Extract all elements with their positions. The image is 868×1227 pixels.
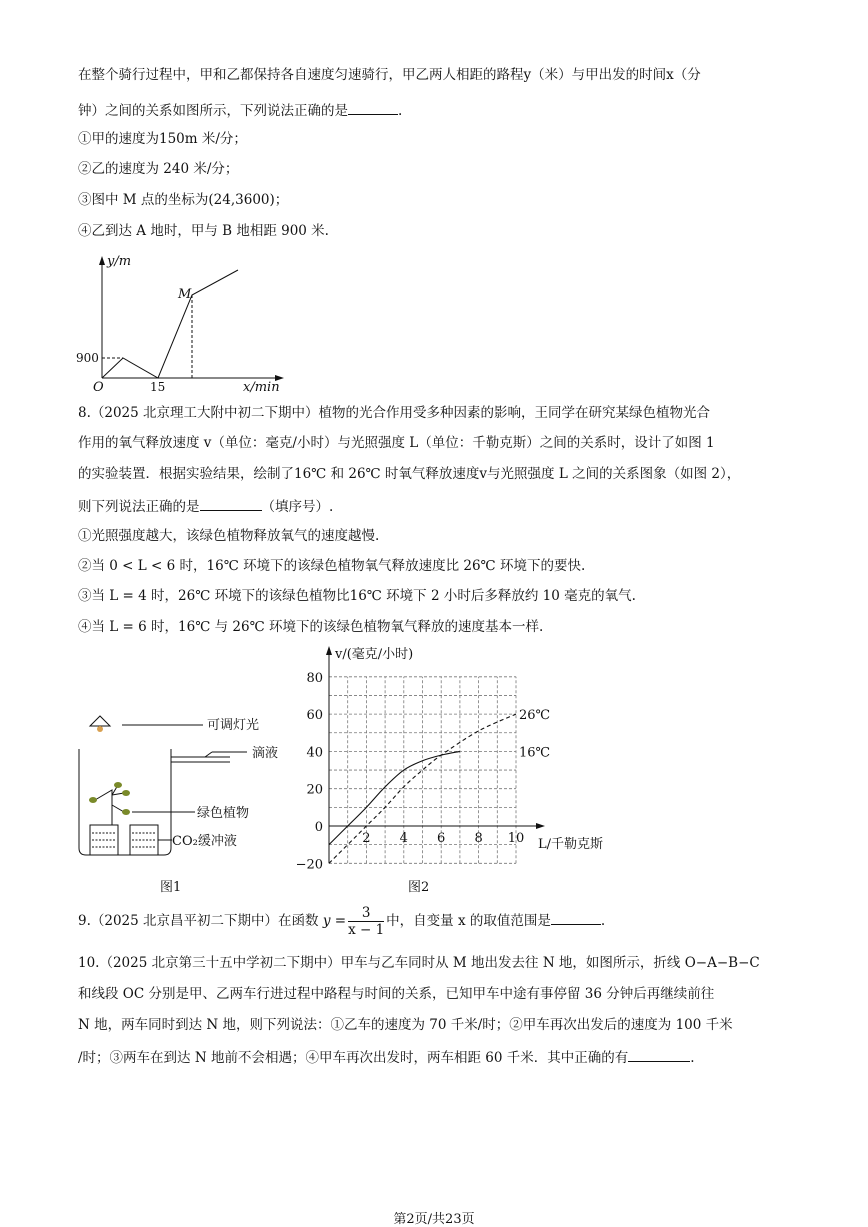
y-tick-label: −20: [295, 857, 323, 873]
q7-option-3: ③图中 M 点的坐标为(24,3600)；: [78, 192, 289, 208]
x-tick-label: 4: [399, 831, 408, 846]
q10-line4: /时；③两车在到达 N 地前不会相遇；④甲车再次出发时，两车相距 60 千米．其中正确的有 .: [78, 1047, 695, 1067]
answer-blank[interactable]: [551, 910, 601, 925]
label-lamp: 可调灯光: [207, 718, 260, 733]
label-plant: 绿色植物: [197, 806, 250, 821]
q10-line1: 10.（2025 北京第三十五中学初二下期中）甲车与乙车同时从 M 地出发去往 N 地，如图所示，折线 O−A−B−C: [78, 955, 760, 971]
q10-stem: /时；③两车在到达 N 地前不会相遇；④甲车再次出发时，两车相距 60 千米．其中正确的有: [78, 1050, 629, 1066]
x-axis-label: x/min: [243, 380, 280, 395]
q7-stem: 钟）之间的关系如图所示，下列说法正确的是: [78, 103, 348, 119]
q8-option-1: ①光照强度越大，该绿色植物释放氧气的速度越慢.: [78, 528, 380, 544]
y-tick-label: 20: [306, 782, 323, 798]
q10-line3: N 地，两车同时到达 N 地，则下列说法：①乙车的速度为 70 千米/时；②甲车再次出发后的速度为 100 千米: [78, 1017, 733, 1033]
y-axis-label: y/m: [107, 254, 132, 269]
answer-blank[interactable]: [628, 1047, 690, 1062]
q8-line2: 作用的氧气释放速度 v（单位：毫克/小时）与光照强度 L（单位：千勒克斯）之间的关系时，设计了如图 1: [78, 435, 715, 451]
q8-stem: 则下列说法正确的是: [78, 499, 200, 515]
q8-option-4: ④当 L = 6 时，16℃ 与 26℃ 环境下的该绿色植物氧气释放的速度基本一样.: [78, 619, 544, 635]
series-label: 26℃: [519, 708, 551, 724]
q9-suffix: 中，自变量 x 的取值范围是: [386, 913, 551, 929]
q9-denominator: x − 1: [348, 922, 385, 938]
q7-intro-line1: 在整个骑行过程中，甲和乙都保持各自速度匀速骑行，甲乙两人相距的路程y（米）与甲出发的时间x（分: [78, 67, 701, 83]
q9-stem: 9.（2025 北京昌平初二下期中）在函数: [78, 913, 319, 929]
point-m-label: M: [178, 287, 192, 302]
q7-intro-line2: 钟）之间的关系如图所示，下列说法正确的是 .: [78, 100, 402, 120]
y-tick-label: 80: [306, 670, 323, 686]
q9-numerator: 3: [361, 905, 371, 921]
x-tick-15: 15: [150, 380, 166, 394]
x-axis-label: L/千勒克斯: [538, 837, 604, 852]
y-tick-label: 40: [306, 745, 323, 761]
label-drip: 滴液: [252, 746, 279, 761]
q8-suffix: （填序号）.: [261, 499, 334, 515]
x-tick-label: 6: [437, 831, 446, 846]
q9-fraction: [348, 905, 384, 938]
q9-func-lhs: y =: [322, 913, 347, 929]
series-label: 16℃: [519, 745, 551, 761]
x-tick-label: 8: [474, 831, 483, 846]
label-buffer: CO₂缓冲液: [172, 834, 237, 849]
y-axis-arrow: [326, 646, 332, 655]
x-tick-label: 2: [362, 831, 371, 846]
y-axis-label: v/(毫克/小时): [335, 647, 414, 662]
y-tick-label: 60: [306, 708, 323, 724]
figure2-caption: 图2: [408, 880, 430, 895]
q8-option-3: ③当 L = 4 时，26℃ 环境下的该绿色植物比16℃ 环境下 2 小时后多释放约 10 毫克的氧气.: [78, 588, 636, 604]
q7-option-2: ②乙的速度为 240 米/分；: [78, 161, 239, 177]
figure1-caption: 图1: [160, 880, 182, 895]
x-axis-arrow: [536, 823, 545, 829]
y-tick-900: 900: [76, 351, 99, 365]
q8-option-2: ②当 0 < L < 6 时，16℃ 环境下的该绿色植物氧气释放速度比 26℃ 环境下的要快.: [78, 558, 586, 574]
y-tick-label: 0: [314, 820, 323, 835]
q7-option-4: ④乙到达 A 地时，甲与 B 地相距 900 米.: [78, 223, 329, 239]
x-tick-label: 10: [507, 831, 525, 846]
q9-line: 9.（2025 北京昌平初二下期中）在函数 y = $\frac{3}{x - 1}$ 中，自变量 x 的取值范围是 .: [78, 905, 606, 938]
q7-option-1: ①甲的速度为150m 米/分；: [78, 131, 247, 147]
q8-line3: 的实验装置．根据实验结果，绘制了16℃ 和 26℃ 时氧气释放速度v与光照强度 L 之间的关系图象（如图 2），: [78, 466, 741, 482]
q8-line1: 8.（2025 北京理工大附中初二下期中）植物的光合作用受多种因素的影响，王同学在研究某绿色植物光合: [78, 405, 711, 421]
q10-line2: 和线段 OC 分别是甲、乙两车行进过程中路程与时间的关系，已知甲车中途有事停留 36 分钟后再继续前往: [78, 986, 715, 1002]
origin-label: O: [93, 380, 104, 395]
page-footer: 第2页/共23页: [393, 1212, 475, 1227]
